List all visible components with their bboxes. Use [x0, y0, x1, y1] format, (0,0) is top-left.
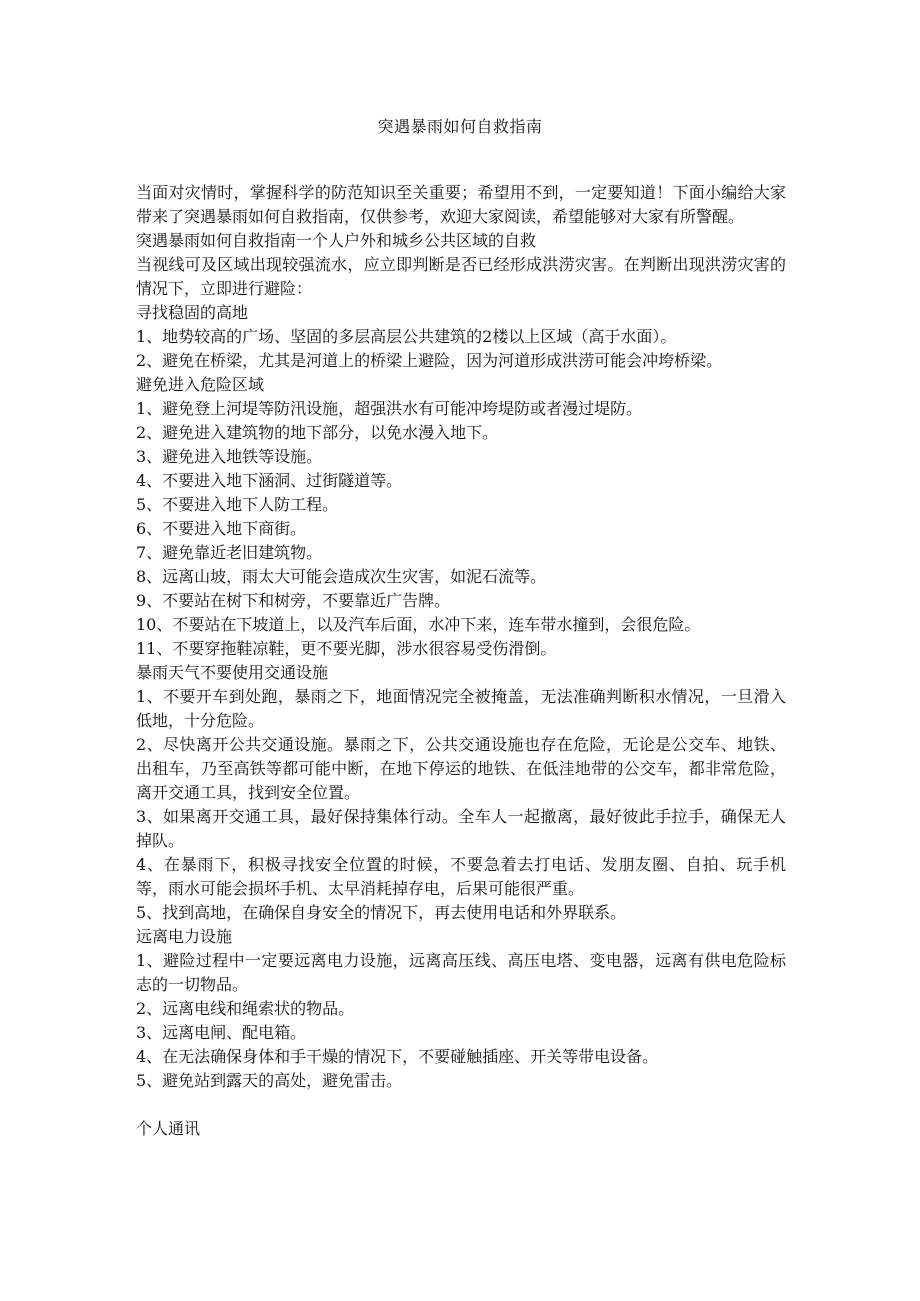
list-item: 2、避免进入建筑物的地下部分，以免水漫入地下。 — [136, 423, 499, 442]
list-item: 2、尽快离开公共交通设施。暴雨之下，公共交通设施也存在危险，无论是公交车、地铁、出租车，乃至高铁等都可能中断，在地下停运的地铁、在低洼地带的公交车，都非常危险，离开交通工具，找到安全位置。 — [136, 735, 786, 802]
list-item: 4、不要进入地下涵洞、过街隧道等。 — [136, 471, 403, 490]
list-item: 9、不要站在树下和树旁，不要靠近广告牌。 — [136, 591, 451, 610]
list-item: 3、避免进入地铁等设施。 — [136, 447, 323, 466]
list-item: 11、不要穿拖鞋凉鞋，更不要光脚，涉水很容易受伤滑倒。 — [136, 639, 557, 658]
group-electric — [136, 925, 786, 1093]
list-item: 8、远离山坡，雨太大可能会造成次生灾害，如泥石流等。 — [136, 567, 547, 586]
group-heading: 暴雨天气不要使用交通设施 — [136, 663, 329, 682]
group-high-ground — [136, 301, 786, 373]
list-item: 4、在无法确保身体和手干燥的情况下，不要碰触插座、开关等带电设备。 — [136, 1047, 659, 1066]
list-item: 3、远离电闸、配电箱。 — [136, 1023, 307, 1042]
list-item: 5、避免站到露天的高处，避免雷击。 — [136, 1071, 403, 1090]
group-danger-areas — [136, 373, 786, 661]
section-intro: 当视线可及区域出现较强流水，应立即判断是否已经形成洪涝灾害。在判断出现洪涝灾害的情况下，立即进行避险： — [136, 255, 786, 298]
list-item: 2、远离电线和绳索状的物品。 — [136, 999, 355, 1018]
group-heading: 寻找稳固的高地 — [136, 303, 249, 322]
section-title: 突遇暴雨如何自救指南一个人户外和城乡公共区域的自救 — [136, 231, 537, 250]
list-item: 7、避免靠近老旧建筑物。 — [136, 543, 323, 562]
list-item: 2、避免在桥梁，尤其是河道上的桥梁上避险，因为河道形成洪涝可能会冲垮桥梁。 — [136, 351, 723, 370]
list-item: 4、在暴雨下，积极寻找安全位置的时候，不要急着去打电话、发朋友圈、自拍、玩手机等，雨水可能会损坏手机、太早消耗掉存电，后果可能很严重。 — [136, 855, 786, 898]
list-item: 1、不要开车到处跑，暴雨之下，地面情况完全被掩盖，无法准确判断积水情况，一旦滑入低地，十分危险。 — [136, 687, 786, 730]
document-body — [136, 181, 786, 1141]
paragraph-gap — [136, 1093, 786, 1117]
list-item: 5、不要进入地下人防工程。 — [136, 495, 339, 514]
list-item: 1、避免登上河堤等防汛设施，超强洪水有可能冲垮堤防或者漫过堤防。 — [136, 399, 643, 418]
intro-paragraph: 当面对灾情时，掌握科学的防范知识至关重要；希望用不到，一定要知道！下面小编给大家带来了突遇暴雨如何自救指南，仅供参考，欢迎大家阅读，希望能够对大家有所警醒。 — [136, 183, 786, 226]
group-transport — [136, 661, 786, 925]
list-item: 3、如果离开交通工具，最好保持集体行动。全车人一起撤离，最好彼此手拉手，确保无人掉队。 — [136, 807, 786, 850]
group-heading: 远离电力设施 — [136, 927, 233, 946]
final-heading: 个人通讯 — [136, 1119, 201, 1138]
document-title: 突遇暴雨如何自救指南 — [377, 117, 543, 136]
list-item: 10、不要站在下坡道上，以及汽车后面，水冲下来，连车带水撞到，会很危险。 — [136, 615, 701, 634]
group-heading: 避免进入危险区域 — [136, 375, 265, 394]
list-item: 1、地势较高的广场、坚固的多层高层公共建筑的2楼以上区域（高于水面）。 — [136, 327, 677, 346]
list-item: 6、不要进入地下商街。 — [136, 519, 307, 538]
list-item: 1、避险过程中一定要远离电力设施，远离高压线、高压电塔、变电器，远离有供电危险标志的一切物品。 — [136, 951, 786, 994]
list-item: 5、找到高地，在确保自身安全的情况下，再去使用电话和外界联系。 — [136, 903, 627, 922]
